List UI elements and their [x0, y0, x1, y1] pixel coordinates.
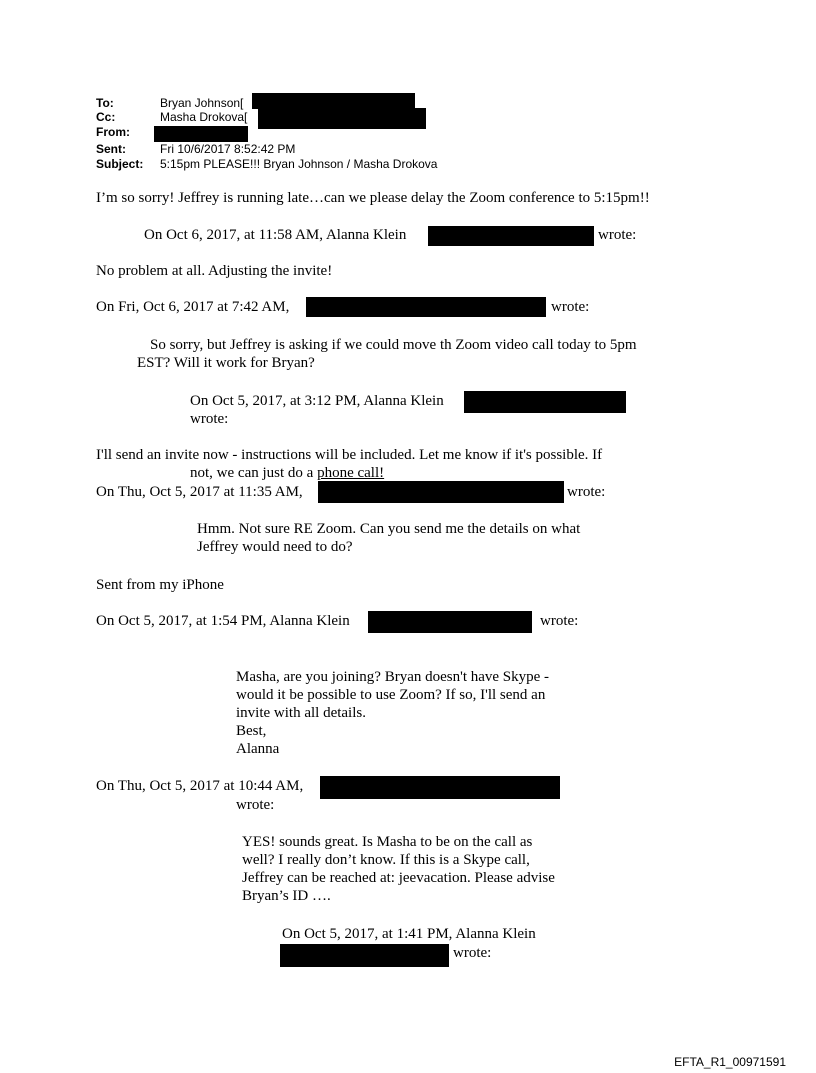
signature-line: Sent from my iPhone — [96, 577, 224, 593]
message-line: well? I really don’t know. If this is a Skype call, — [242, 852, 530, 868]
message-line: Bryan’s ID …. — [242, 888, 331, 904]
redaction-bar — [252, 93, 415, 109]
message-line: YES! sounds great. Is Masha to be on the call as — [242, 834, 533, 850]
quote-wrote: wrote: — [453, 945, 492, 961]
quote-header: On Oct 6, 2017, at 11:58 AM, Alanna Klein — [144, 227, 407, 243]
message-text: not, we can just do a — [190, 465, 318, 481]
quote-wrote: wrote: — [540, 613, 579, 629]
message-line: Masha, are you joining? Bryan doesn't have Skype - — [236, 669, 550, 685]
message-line: No problem at all. Adjusting the invite! — [96, 263, 333, 279]
document-id: EFTA_R1_00971591 — [674, 1055, 786, 1069]
quote-header: On Thu, Oct 5, 2017 at 11:35 AM, — [96, 484, 303, 500]
quote-wrote: wrote: — [598, 227, 637, 243]
redaction-bar — [428, 226, 594, 246]
quote-header: On Oct 5, 2017, at 1:54 PM, Alanna Klein — [96, 613, 350, 629]
sent-value: Fri 10/6/2017 8:52:42 PM — [160, 142, 296, 156]
quote-wrote: wrote: — [551, 299, 590, 315]
sent-label: Sent: — [96, 142, 126, 156]
quote-header: On Oct 5, 2017, at 1:41 PM, Alanna Klein — [282, 926, 536, 942]
message-line: Jeffrey would need to do? — [197, 539, 353, 555]
to-value: Bryan Johnson[ — [160, 96, 244, 110]
redaction-bar — [154, 126, 248, 142]
redaction-bar — [464, 391, 626, 413]
message-line: So sorry, but Jeffrey is asking if we could move th Zoom video call today to 5pm — [150, 337, 637, 353]
redaction-bar — [306, 297, 546, 317]
message-line: Best, — [236, 723, 267, 739]
message-line: EST? Will it work for Bryan? — [137, 355, 315, 371]
message-text-underlined: phone call! — [317, 465, 385, 481]
quote-header: On Thu, Oct 5, 2017 at 10:44 AM, — [96, 778, 304, 794]
redaction-bar — [320, 776, 560, 799]
subject-label: Subject: — [96, 157, 144, 171]
message-line — [190, 464, 384, 482]
message-line: I’m so sorry! Jeffrey is running late…can we please delay the Zoom conference to 5:15pm!! — [96, 190, 650, 206]
from-label: From: — [96, 125, 130, 139]
quote-header: On Fri, Oct 6, 2017 at 7:42 AM, — [96, 299, 290, 315]
quote-header: On Oct 5, 2017, at 3:12 PM, Alanna Klein — [190, 393, 444, 409]
to-label: To: — [96, 96, 114, 110]
message-line: invite with all details. — [236, 705, 366, 721]
message-line: Hmm. Not sure RE Zoom. Can you send me the details on what — [197, 521, 581, 537]
redaction-bar — [258, 108, 426, 129]
quote-wrote: wrote: — [190, 411, 229, 427]
quote-wrote: wrote: — [567, 484, 606, 500]
message-line: Jeffrey can be reached at: jeevacation. Please advise — [242, 870, 555, 886]
message-line: would it be possible to use Zoom? If so, I'll send an — [236, 687, 546, 703]
message-line: I'll send an invite now - instructions will be included. Let me know if it's possible. If — [96, 447, 603, 463]
redaction-bar — [318, 481, 564, 503]
redaction-bar — [280, 944, 449, 967]
message-line: Alanna — [236, 741, 280, 757]
cc-label: Cc: — [96, 110, 116, 124]
redaction-bar — [368, 611, 532, 633]
quote-wrote: wrote: — [236, 797, 275, 813]
subject-value: 5:15pm PLEASE!!! Bryan Johnson / Masha Drokova — [160, 157, 438, 171]
cc-value: Masha Drokova[ — [160, 110, 248, 124]
